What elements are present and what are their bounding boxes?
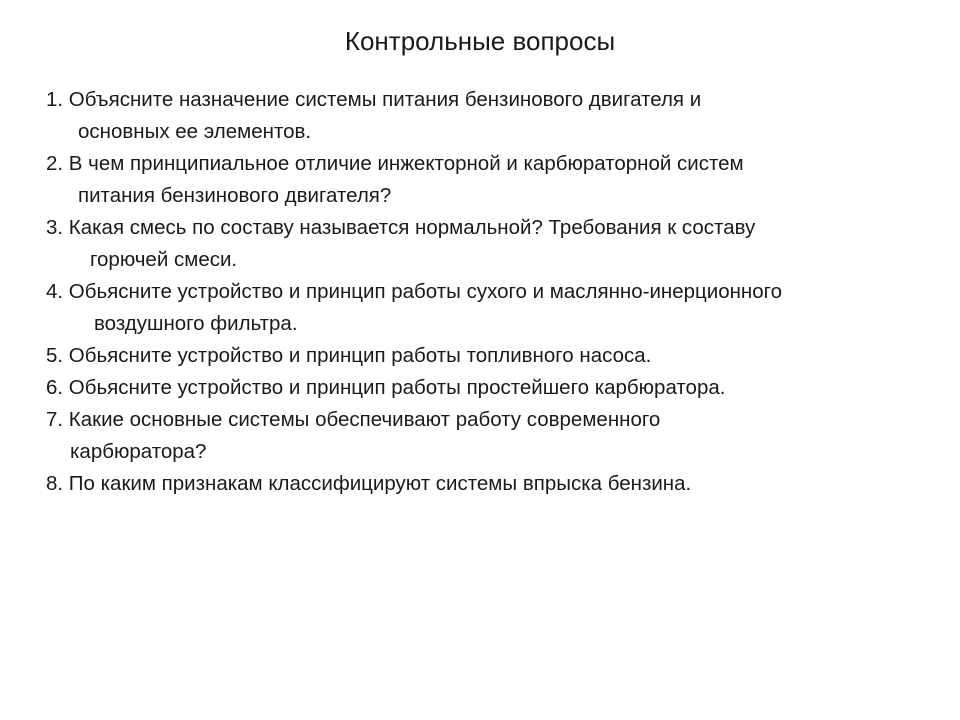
question-item-2 (46, 148, 946, 212)
question-6-line-1: 6. Обьясните устройство и принцип работы простейшего карбюратора. (46, 376, 726, 399)
question-item-7 (46, 404, 946, 468)
question-5-line-1: 5. Обьясните устройство и принцип работы топливного насоса. (46, 344, 652, 367)
question-1-line-2: основных ее элементов. (78, 120, 312, 143)
question-1-line-1: 1. Объясните назначение системы питания бензинового двигателя и (46, 88, 702, 111)
question-3-line-2: горючей смеси. (90, 248, 238, 271)
question-7-line-1: 7. Какие основные системы обеспечивают работу современного (46, 408, 661, 431)
question-item-1 (46, 84, 946, 148)
question-4-line-2: воздушного фильтра. (94, 312, 298, 335)
question-item-8 (46, 468, 946, 500)
question-item-3 (46, 212, 946, 276)
question-2-line-1: 2. В чем принципиальное отличие инжекторной и карбюраторной систем (46, 152, 744, 175)
questions-list (46, 84, 946, 500)
question-item-5 (46, 340, 946, 372)
question-7-line-2: карбюратора? (70, 440, 207, 463)
question-item-4 (46, 276, 946, 340)
question-3-line-1: 3. Какая смесь по составу называется нормальной? Требования к составу (46, 216, 756, 239)
question-item-6 (46, 372, 946, 404)
question-8-line-1: 8. По каким признакам классифицируют системы впрыска бензина. (46, 472, 692, 495)
question-2-line-2: питания бензинового двигателя? (78, 184, 392, 207)
question-4-line-1: 4. Обьясните устройство и принцип работы сухого и маслянно-инерционного (46, 280, 783, 303)
slide-title: Контрольные вопросы (344, 26, 616, 56)
